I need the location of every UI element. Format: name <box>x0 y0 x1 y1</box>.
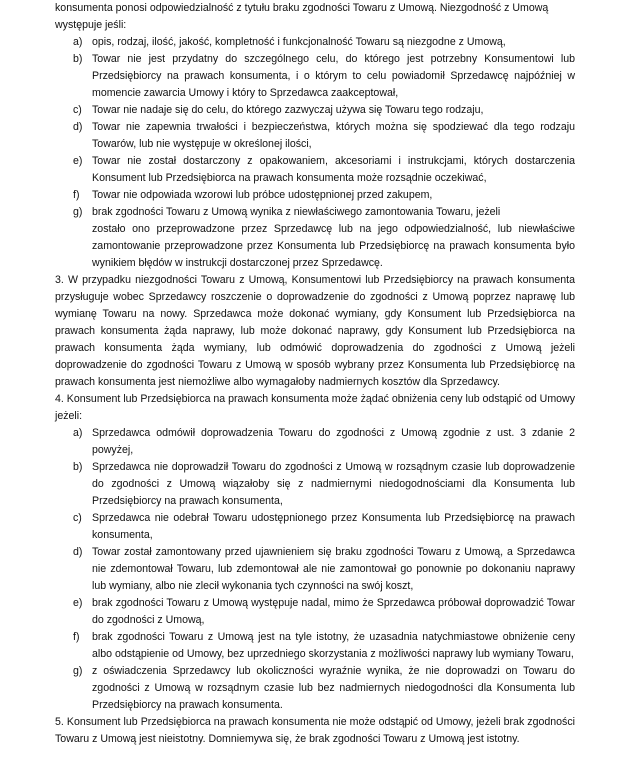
list-item: a) Sprzedawca odmówił doprowadzenia Towaru do zgodności z Umową zgodnie z ust. 3 zdanie 2 powyżej, <box>73 427 575 456</box>
paragraph-3: 3. W przypadku niezgodności Towaru z Umową, Konsumentowi lub Przedsiębiorcy na prawach konsumenta przysługuje wobec Sprzedawcy roszczenie o doprowadzenie do zgodności z Umową poprzez naprawę lub wymianę Towaru na nowy. Sprzedawca może dokonać wymiany, gdy Konsument lub Przedsiębiorca na prawach konsumenta żąda naprawy, lub może dokonać naprawy, gdy Konsument lub Przedsiębiorca na prawach konsumenta żąda wymiany, lub odmówić doprowadzenia do zgodności z Umową jeżeli doprowadzenie do zgodności Towaru z Umową w sposób wybrany przez Konsumenta lub Przedsiębiorcę na prawach konsumenta jest niemożliwe albo wymagałoby nadmiernych kosztów dla Sprzedawcy. <box>55 274 575 388</box>
price-reduction-conditions-list <box>55 425 575 714</box>
list-item: c) Sprzedawca nie odebrał Towaru udostępnionego przez Konsumenta lub Przedsiębiorcę na prawach konsumenta, <box>73 512 575 541</box>
terms-document <box>55 0 575 748</box>
intro-line: konsumenta ponosi odpowiedzialność z tytułu braku zgodności Towaru z Umową. Niezgodność z Umową <box>55 2 549 14</box>
list-item: b) Sprzedawca nie doprowadził Towaru do zgodności z Umową w rozsądnym czasie lub doprowadzenie do zgodności z Umową wiązałoby się z nadmiernymi niedogodnościami dla Konsumenta lub Przedsiębiorcy na prawach konsumenta, <box>73 461 575 507</box>
paragraph-5: 5. Konsument lub Przedsiębiorca na prawach konsumenta nie może odstąpić od Umowy, jeżeli brak zgodności Towaru z Umową jest nieistotny. Domniemywa się, że brak zgodności Towaru z Umową jest istotny. <box>55 716 575 745</box>
list-item: f) Towar nie odpowiada wzorowi lub próbce udostępnionej przed zakupem, <box>73 189 433 201</box>
list-item: c) Towar nie nadaje się do celu, do którego zazwyczaj używa się Towaru tego rodzaju, <box>73 104 484 116</box>
list-item: d) Towar został zamontowany przed ujawnieniem się braku zgodności Towaru z Umową, a Sprzedawca nie zdemontował Towaru, lub zdemontował ale nie zamontował go ponownie po dokonaniu naprawy lub wymiany, albo nie zlecił wykonania tych czynności na swój koszt, <box>73 546 575 592</box>
list-item: g) z oświadczenia Sprzedawcy lub okoliczności wyraźnie wynika, że nie doprowadzi on Towaru do zgodności z Umową w rozsądnym czasie lub bez nadmiernych niedogodności dla Konsumenta lub Przedsiębiorcy na prawach konsumenta. <box>73 665 575 711</box>
list-item: b) Towar nie jest przydatny do szczególnego celu, do którego jest potrzebny Konsumentowi lub Przedsiębiorcy na prawach konsumenta, i o którym to celu powiadomił Sprzedawcę najpóźniej w momencie zawarcia Umowy i który to Sprzedawca zaakceptował, <box>73 53 575 99</box>
list-item: f) brak zgodności Towaru z Umową jest na tyle istotny, że uzasadnia natychmiastowe obniżenie ceny albo odstąpienie od Umowy, bez uprzedniego skorzystania z możliwości naprawy lub wymiany Towaru, <box>73 631 575 660</box>
intro-line: występuje jeśli: <box>55 19 127 31</box>
paragraph-4: 4. Konsument lub Przedsiębiorca na prawach konsumenta może żądać obniżenia ceny lub odstąpić od Umowy jeżeli: <box>55 393 575 422</box>
list-item: d) Towar nie zapewnia trwałości i bezpieczeństwa, których można się spodziewać dla tego rodzaju Towarów, lub nie występuje w określonej ilości, <box>73 121 575 150</box>
list-item: e) brak zgodności Towaru z Umową występuje nadal, mimo że Sprzedawca próbował doprowadzić Towar do zgodności z Umową, <box>73 597 575 626</box>
list-item: e) Towar nie został dostarczony z opakowaniem, akcesoriami i instrukcjami, których dostarczenia Konsument lub Przedsiębiorca na prawach konsumenta może rozsądnie oczekiwać, <box>73 155 575 184</box>
defect-conditions-list <box>55 34 575 221</box>
list-item: g) brak zgodności Towaru z Umową wynika z niewłaściwego zamontowania Towaru, jeżeli <box>73 206 501 218</box>
list-item: a) opis, rodzaj, ilość, jakość, kompletność i funkcjonalność Towaru są niezgodne z Umową, <box>73 36 506 48</box>
list-item-continuation: zostało ono przeprowadzone przez Sprzedawcę lub na jego odpowiedzialność, lub niewłaściwe zamontowanie przeprowadzone przez Konsumenta lub Przedsiębiorcę na prawach konsumenta było wynikiem błędów w instrukcji dostarczonej przez Sprzedawcę. <box>92 223 575 269</box>
